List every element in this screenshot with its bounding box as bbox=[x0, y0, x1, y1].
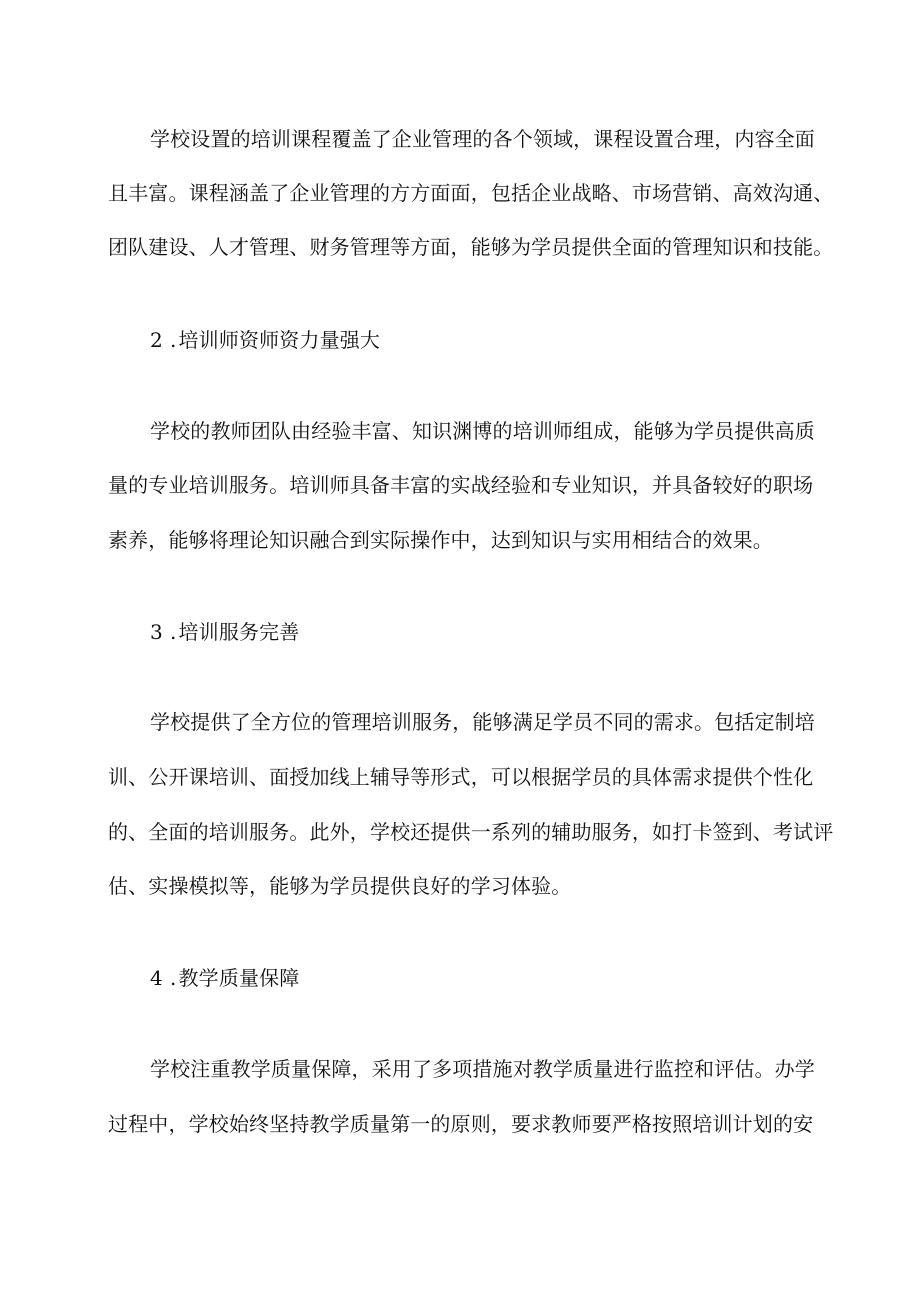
paragraph-line: 过程中，学校始终坚持教学质量第一的原则，要求教师要严格按照培训计划的安 bbox=[108, 1112, 814, 1136]
heading-dot: . bbox=[170, 620, 177, 644]
section-heading bbox=[150, 958, 872, 998]
paragraph-line: 学校的教师团队由经验丰富、知识渊博的培训师组成，能够为学员提供高质 bbox=[150, 419, 815, 443]
section-heading bbox=[150, 320, 872, 360]
paragraph-line: 学校设置的培训课程覆盖了企业管理的各个领域，课程设置合理，内容全面 bbox=[150, 127, 815, 151]
heading-dot: . bbox=[170, 328, 177, 352]
paragraph-line: 训、公开课培训、面授加线上辅导等形式，可以根据学员的具体需求提供个性化 bbox=[108, 765, 814, 789]
heading-dot: . bbox=[170, 966, 177, 990]
heading-number: 3 bbox=[150, 620, 163, 644]
paragraph-line: 估、实操模拟等，能够为学员提供良好的学习体验。 bbox=[108, 874, 572, 898]
heading-title: 教学质量保障 bbox=[178, 966, 300, 990]
heading-title: 培训师资师资力量强大 bbox=[178, 328, 381, 352]
section-heading bbox=[150, 612, 872, 652]
paragraph-line: 的、全面的培训服务。此外，学校还提供一系列的辅助服务，如打卡签到、考试评 bbox=[108, 820, 834, 844]
paragraph-line: 学校提供了全方位的管理培训服务，能够满足学员不同的需求。包括定制培 bbox=[150, 710, 815, 734]
paragraph-line: 团队建设、人才管理、财务管理等方面，能够为学员提供全面的管理知识和技能。 bbox=[108, 235, 834, 259]
paragraph-line: 且丰富。课程涵盖了企业管理的方方面面，包括企业战略、市场营销、高效沟通、 bbox=[108, 181, 834, 205]
heading-number: 2 bbox=[150, 328, 163, 352]
paragraph-line: 素养，能够将理论知识融合到实际操作中，达到知识与实用相结合的效果。 bbox=[108, 528, 773, 552]
paragraph-line: 学校注重教学质量保障，采用了多项措施对教学质量进行监控和评估。办学 bbox=[150, 1057, 815, 1081]
heading-number: 4 bbox=[150, 966, 163, 990]
paragraph-line: 量的专业培训服务。培训师具备丰富的实战经验和专业知识，并具备较好的职场 bbox=[108, 473, 814, 497]
heading-title: 培训服务完善 bbox=[178, 620, 300, 644]
